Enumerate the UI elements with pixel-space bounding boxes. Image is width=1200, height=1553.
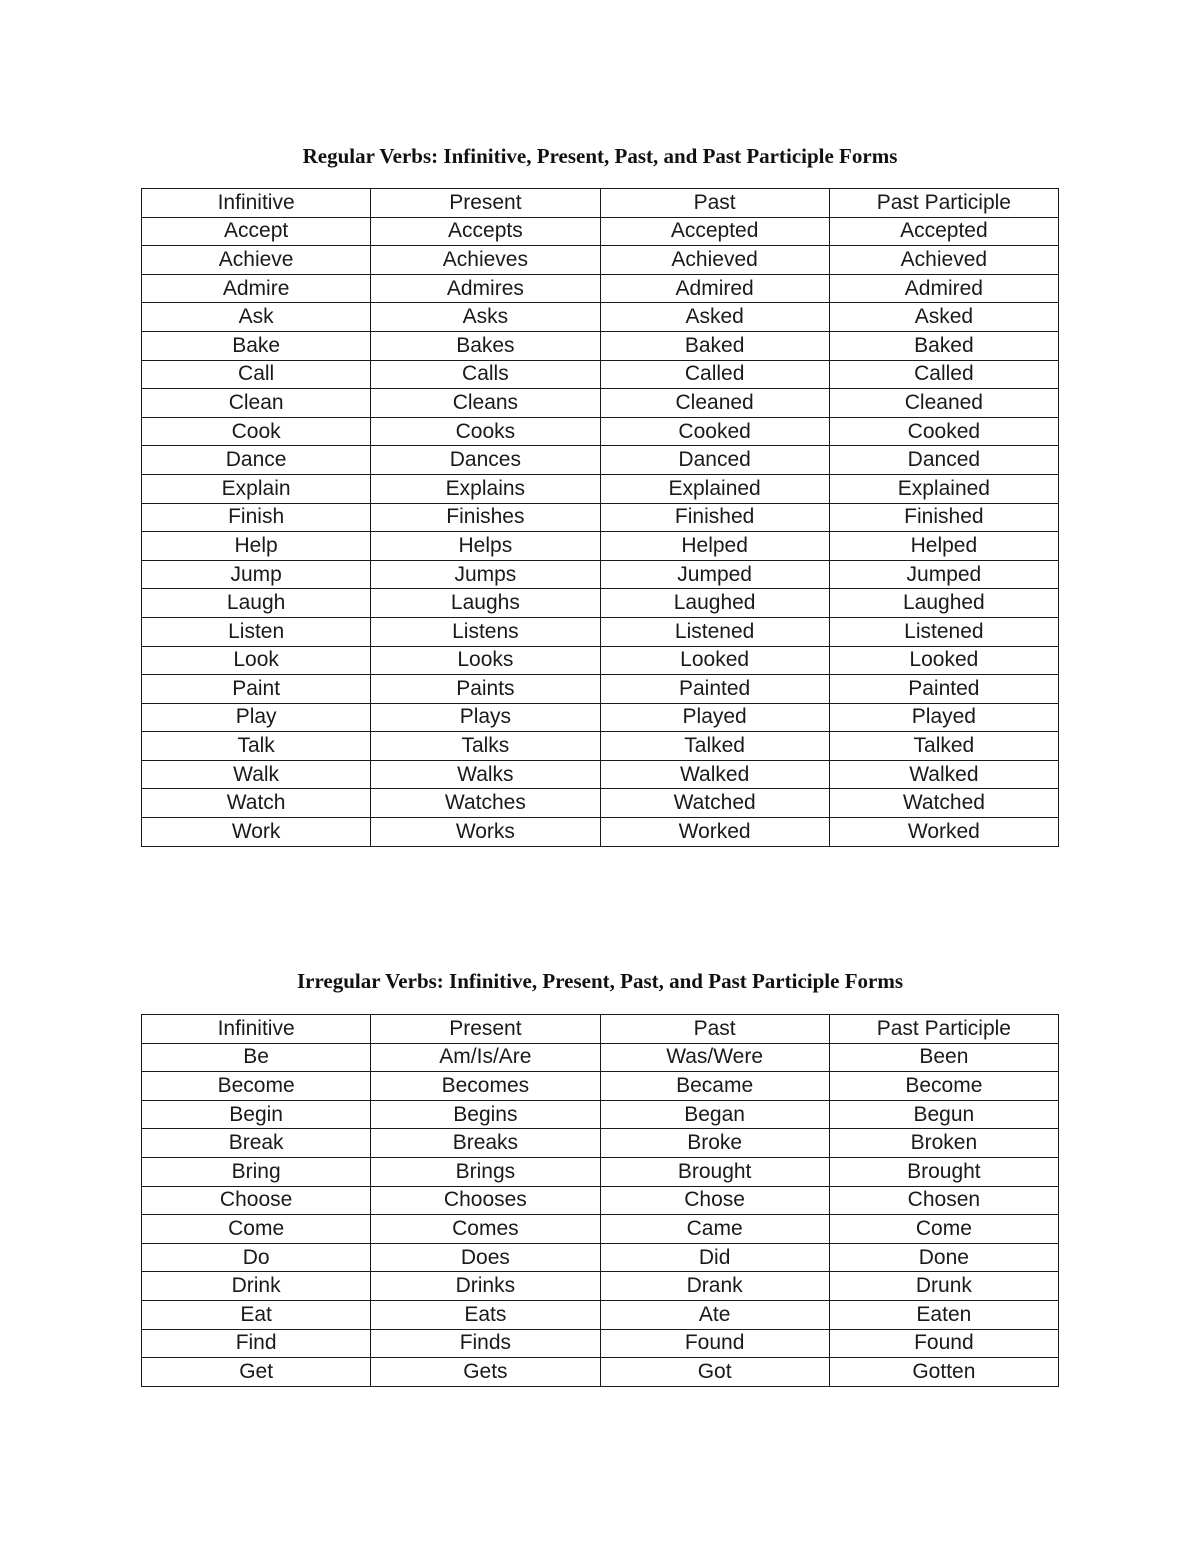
cell-infinitive: Listen <box>142 617 371 646</box>
cell-past-participle: Admired <box>829 274 1058 303</box>
table-row <box>142 1043 1059 1072</box>
cell-present: Finds <box>371 1329 600 1358</box>
table-row <box>142 560 1059 589</box>
regular-verbs-table <box>141 188 1059 847</box>
irregular-verbs-title: Irregular Verbs: Infinitive, Present, Past, and Past Participle Forms <box>296 969 904 993</box>
column-header-past: Past <box>600 189 829 218</box>
cell-present: Brings <box>371 1157 600 1186</box>
cell-past-participle: Done <box>829 1243 1058 1272</box>
table-row <box>142 1243 1059 1272</box>
cell-past-participle: Jumped <box>829 560 1058 589</box>
cell-past-participle: Helped <box>829 532 1058 561</box>
table-row <box>142 589 1059 618</box>
cell-past: Danced <box>600 446 829 475</box>
cell-present: Explains <box>371 474 600 503</box>
cell-infinitive: Drink <box>142 1272 371 1301</box>
cell-infinitive: Clean <box>142 389 371 418</box>
cell-present: Gets <box>371 1358 600 1387</box>
table-row <box>142 818 1059 847</box>
cell-past: Found <box>600 1329 829 1358</box>
cell-infinitive: Bring <box>142 1157 371 1186</box>
table-row <box>142 1100 1059 1129</box>
cell-present: Helps <box>371 532 600 561</box>
cell-past: Became <box>600 1072 829 1101</box>
cell-infinitive: Play <box>142 703 371 732</box>
cell-past-participle: Found <box>829 1329 1058 1358</box>
cell-past: Listened <box>600 617 829 646</box>
cell-past: Baked <box>600 331 829 360</box>
cell-past: Began <box>600 1100 829 1129</box>
cell-past: Watched <box>600 789 829 818</box>
table-row <box>142 503 1059 532</box>
cell-infinitive: Ask <box>142 303 371 332</box>
cell-past-participle: Asked <box>829 303 1058 332</box>
table-header-row <box>142 189 1059 218</box>
table-row <box>142 1300 1059 1329</box>
table-row <box>142 360 1059 389</box>
cell-past-participle: Talked <box>829 732 1058 761</box>
cell-infinitive: Finish <box>142 503 371 532</box>
cell-infinitive: Call <box>142 360 371 389</box>
cell-present: Paints <box>371 675 600 704</box>
cell-present: Admires <box>371 274 600 303</box>
cell-past: Painted <box>600 675 829 704</box>
table-row <box>142 246 1059 275</box>
cell-infinitive: Break <box>142 1129 371 1158</box>
cell-past: Came <box>600 1215 829 1244</box>
cell-present: Does <box>371 1243 600 1272</box>
cell-present: Achieves <box>371 246 600 275</box>
cell-past: Talked <box>600 732 829 761</box>
cell-past-participle: Brought <box>829 1157 1058 1186</box>
regular-verbs-title: Regular Verbs: Infinitive, Present, Past, and Past Participle Forms <box>302 144 898 168</box>
cell-past: Got <box>600 1358 829 1387</box>
cell-present: Begins <box>371 1100 600 1129</box>
cell-past-participle: Begun <box>829 1100 1058 1129</box>
column-header-past: Past <box>600 1015 829 1044</box>
cell-present: Eats <box>371 1300 600 1329</box>
cell-present: Calls <box>371 360 600 389</box>
cell-infinitive: Accept <box>142 217 371 246</box>
cell-past-participle: Cleaned <box>829 389 1058 418</box>
cell-past-participle: Broken <box>829 1129 1058 1158</box>
cell-past: Brought <box>600 1157 829 1186</box>
cell-past-participle: Watched <box>829 789 1058 818</box>
cell-present: Jumps <box>371 560 600 589</box>
cell-past-participle: Finished <box>829 503 1058 532</box>
table-row <box>142 703 1059 732</box>
cell-past-participle: Baked <box>829 331 1058 360</box>
cell-past-participle: Called <box>829 360 1058 389</box>
cell-past: Called <box>600 360 829 389</box>
cell-past-participle: Accepted <box>829 217 1058 246</box>
cell-infinitive: Talk <box>142 732 371 761</box>
cell-past-participle: Looked <box>829 646 1058 675</box>
cell-past: Asked <box>600 303 829 332</box>
cell-past: Jumped <box>600 560 829 589</box>
cell-past-participle: Played <box>829 703 1058 732</box>
table-row <box>142 274 1059 303</box>
table-row <box>142 389 1059 418</box>
table-row <box>142 1272 1059 1301</box>
column-header-infinitive: Infinitive <box>142 189 371 218</box>
cell-past: Broke <box>600 1129 829 1158</box>
table-header-row <box>142 1015 1059 1044</box>
column-header-infinitive: Infinitive <box>142 1015 371 1044</box>
cell-past: Walked <box>600 760 829 789</box>
cell-present: Becomes <box>371 1072 600 1101</box>
table-row <box>142 760 1059 789</box>
cell-past-participle: Drunk <box>829 1272 1058 1301</box>
column-header-present: Present <box>371 1015 600 1044</box>
cell-present: Dances <box>371 446 600 475</box>
cell-infinitive: Admire <box>142 274 371 303</box>
irregular-verbs-table <box>141 1014 1059 1387</box>
cell-past: Chose <box>600 1186 829 1215</box>
cell-past-participle: Explained <box>829 474 1058 503</box>
cell-infinitive: Do <box>142 1243 371 1272</box>
cell-present: Am/Is/Are <box>371 1043 600 1072</box>
cell-infinitive: Achieve <box>142 246 371 275</box>
cell-present: Watches <box>371 789 600 818</box>
table-row <box>142 1072 1059 1101</box>
cell-present: Looks <box>371 646 600 675</box>
cell-past-participle: Become <box>829 1072 1058 1101</box>
cell-past: Laughed <box>600 589 829 618</box>
cell-past: Played <box>600 703 829 732</box>
table-row <box>142 646 1059 675</box>
table-row <box>142 1329 1059 1358</box>
cell-present: Breaks <box>371 1129 600 1158</box>
cell-infinitive: Look <box>142 646 371 675</box>
cell-past-participle: Danced <box>829 446 1058 475</box>
cell-infinitive: Laugh <box>142 589 371 618</box>
cell-past-participle: Eaten <box>829 1300 1058 1329</box>
cell-past: Was/Were <box>600 1043 829 1072</box>
cell-present: Chooses <box>371 1186 600 1215</box>
column-header-past-participle: Past Participle <box>829 189 1058 218</box>
column-header-present: Present <box>371 189 600 218</box>
column-header-past-participle: Past Participle <box>829 1015 1058 1044</box>
table-row <box>142 617 1059 646</box>
regular-verbs-table-body <box>142 217 1059 846</box>
cell-past: Admired <box>600 274 829 303</box>
cell-infinitive: Paint <box>142 675 371 704</box>
cell-past: Accepted <box>600 217 829 246</box>
cell-past-participle: Chosen <box>829 1186 1058 1215</box>
irregular-verbs-table-body <box>142 1043 1059 1386</box>
cell-past: Finished <box>600 503 829 532</box>
cell-past-participle: Gotten <box>829 1358 1058 1387</box>
cell-present: Comes <box>371 1215 600 1244</box>
table-row <box>142 789 1059 818</box>
cell-present: Listens <box>371 617 600 646</box>
cell-present: Drinks <box>371 1272 600 1301</box>
cell-infinitive: Come <box>142 1215 371 1244</box>
cell-infinitive: Cook <box>142 417 371 446</box>
table-row <box>142 675 1059 704</box>
cell-present: Finishes <box>371 503 600 532</box>
cell-infinitive: Explain <box>142 474 371 503</box>
table-row <box>142 446 1059 475</box>
cell-present: Cooks <box>371 417 600 446</box>
table-row <box>142 331 1059 360</box>
cell-past: Ate <box>600 1300 829 1329</box>
table-row <box>142 417 1059 446</box>
table-row <box>142 1157 1059 1186</box>
cell-infinitive: Watch <box>142 789 371 818</box>
cell-infinitive: Be <box>142 1043 371 1072</box>
cell-past-participle: Cooked <box>829 417 1058 446</box>
cell-past: Worked <box>600 818 829 847</box>
table-row <box>142 303 1059 332</box>
table-row <box>142 1129 1059 1158</box>
cell-present: Asks <box>371 303 600 332</box>
cell-present: Plays <box>371 703 600 732</box>
cell-infinitive: Walk <box>142 760 371 789</box>
cell-infinitive: Help <box>142 532 371 561</box>
cell-past: Achieved <box>600 246 829 275</box>
table-row <box>142 474 1059 503</box>
cell-past: Did <box>600 1243 829 1272</box>
cell-infinitive: Find <box>142 1329 371 1358</box>
table-row <box>142 1358 1059 1387</box>
cell-past: Cleaned <box>600 389 829 418</box>
cell-past-participle: Laughed <box>829 589 1058 618</box>
cell-past: Helped <box>600 532 829 561</box>
cell-infinitive: Jump <box>142 560 371 589</box>
cell-present: Cleans <box>371 389 600 418</box>
cell-present: Works <box>371 818 600 847</box>
cell-past-participle: Walked <box>829 760 1058 789</box>
cell-past: Drank <box>600 1272 829 1301</box>
cell-infinitive: Choose <box>142 1186 371 1215</box>
cell-past: Explained <box>600 474 829 503</box>
cell-present: Walks <box>371 760 600 789</box>
cell-past-participle: Achieved <box>829 246 1058 275</box>
cell-present: Laughs <box>371 589 600 618</box>
cell-present: Bakes <box>371 331 600 360</box>
cell-past-participle: Painted <box>829 675 1058 704</box>
cell-infinitive: Begin <box>142 1100 371 1129</box>
cell-infinitive: Get <box>142 1358 371 1387</box>
cell-past-participle: Worked <box>829 818 1058 847</box>
cell-infinitive: Become <box>142 1072 371 1101</box>
cell-past-participle: Come <box>829 1215 1058 1244</box>
cell-infinitive: Work <box>142 818 371 847</box>
cell-present: Talks <box>371 732 600 761</box>
cell-present: Accepts <box>371 217 600 246</box>
cell-past-participle: Listened <box>829 617 1058 646</box>
table-row <box>142 1186 1059 1215</box>
table-row <box>142 532 1059 561</box>
cell-past: Looked <box>600 646 829 675</box>
cell-past-participle: Been <box>829 1043 1058 1072</box>
table-row <box>142 732 1059 761</box>
table-row <box>142 1215 1059 1244</box>
cell-infinitive: Dance <box>142 446 371 475</box>
cell-infinitive: Bake <box>142 331 371 360</box>
cell-past: Cooked <box>600 417 829 446</box>
table-row <box>142 217 1059 246</box>
cell-infinitive: Eat <box>142 1300 371 1329</box>
